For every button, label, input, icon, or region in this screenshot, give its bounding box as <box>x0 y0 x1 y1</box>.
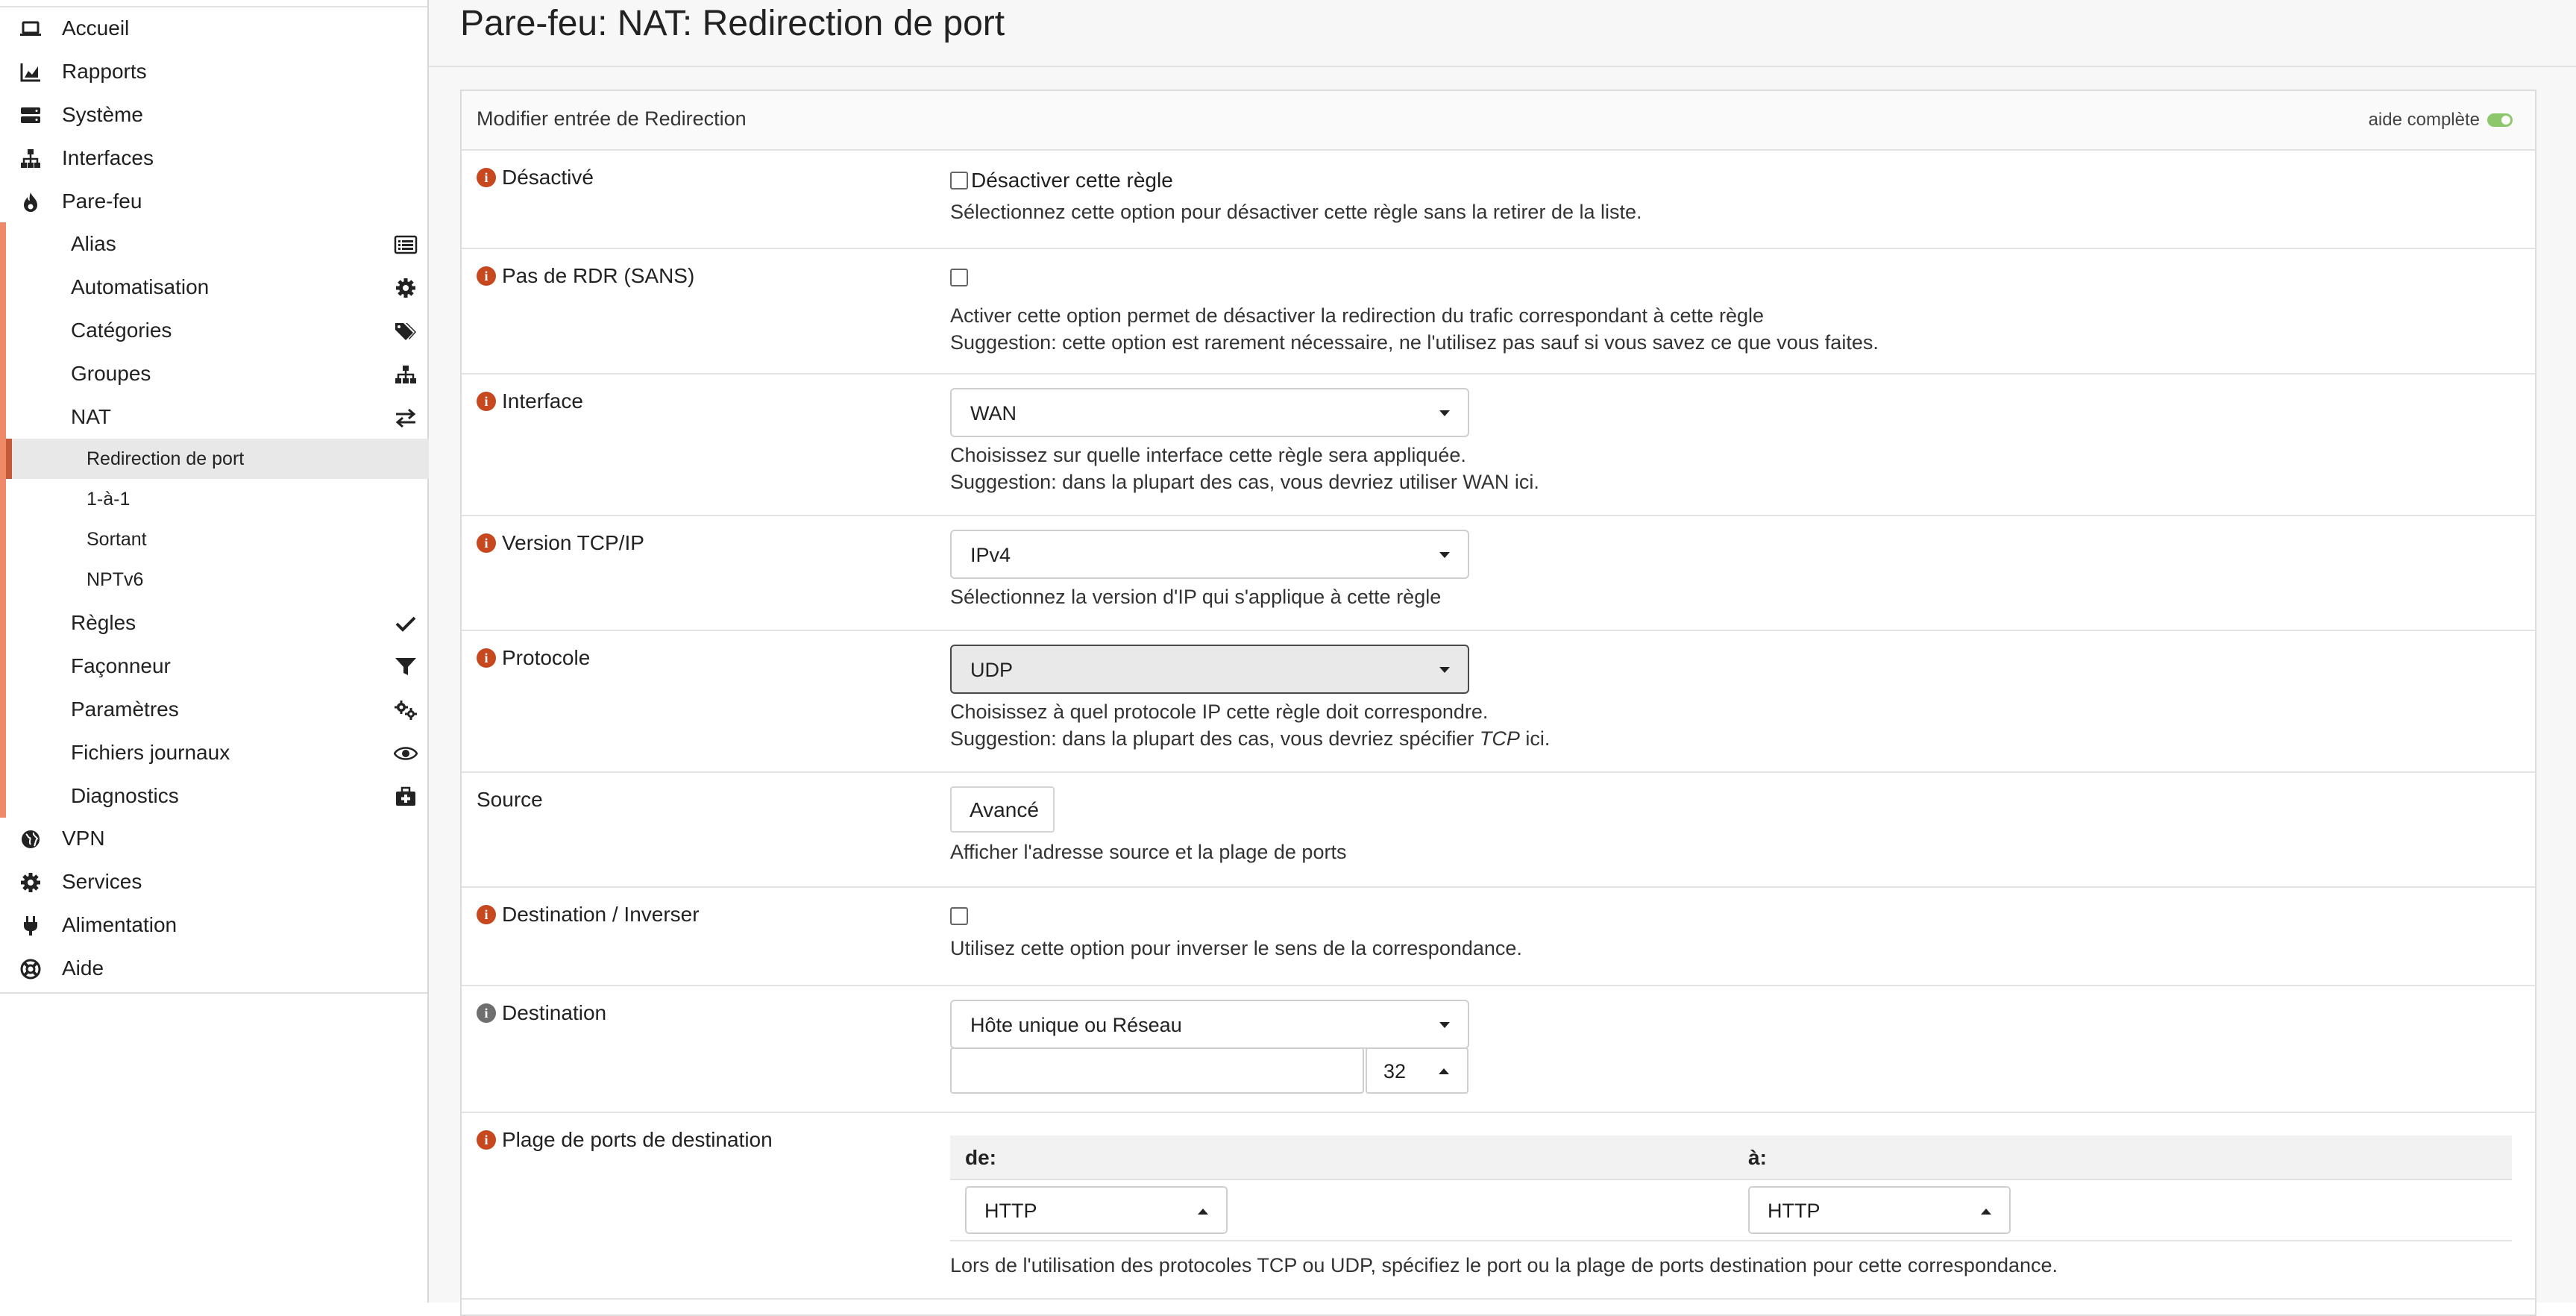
dest-invert-field <box>950 907 1522 962</box>
dest-invert-hint: Utilisez cette option pour inverser le sens de la correspondance. <box>950 937 1522 959</box>
sidebar-item-redirection-de-port[interactable] <box>12 439 433 479</box>
disable-rule-checkbox[interactable] <box>950 172 968 189</box>
destination-select[interactable] <box>950 1000 1469 1049</box>
eye-icon <box>394 743 418 764</box>
laptop-icon <box>19 18 42 40</box>
sidebar-item-label: 1-à-1 <box>87 489 131 510</box>
row-dest-port-range <box>462 1113 2535 1300</box>
exchange-icon <box>394 407 418 428</box>
full-help-label: aide complète <box>2368 110 2480 130</box>
interface-field <box>950 388 1539 495</box>
protocol-hint-2-post: ici. <box>1519 727 1551 750</box>
destination-label: Destination <box>502 1001 607 1024</box>
sidebar-divider <box>0 992 427 994</box>
row-protocol <box>462 631 2535 773</box>
sidebar-item-label: Redirection de port <box>87 448 245 469</box>
nav-item-label: Système <box>62 103 143 126</box>
firewall-submenu <box>0 222 433 818</box>
nav-item-label: Rapports <box>62 60 147 83</box>
protocol-hint-2 <box>950 725 1550 752</box>
dest-port-range-hint: Lors de l'utilisation des protocoles TCP ou UDP, spécifiez le port ou la plage de ports destination pour cette correspondance. <box>950 1254 2058 1276</box>
sidebar-item-label: Catégories <box>71 319 172 342</box>
tags-icon <box>394 321 418 342</box>
nav-item-accueil[interactable] <box>0 7 427 51</box>
edit-form-card <box>460 90 2536 1316</box>
destination-mask-value: 32 <box>1383 1060 1407 1082</box>
ipversion-field <box>950 530 1469 610</box>
sidebar-item-categories[interactable] <box>12 309 433 352</box>
protocol-hint-1: Choisissez à quel protocole IP cette règle doit correspondre. <box>950 701 1489 723</box>
sidebar <box>0 0 429 1303</box>
plug-icon <box>19 915 42 937</box>
sidebar-item-diagnostics[interactable] <box>12 774 433 818</box>
row-nordr <box>462 249 2535 375</box>
nordr-hint-2: Suggestion: cette option est rarement nécessaire, ne l'utilisez pas sauf si vous savez ce que vous faites. <box>950 331 1879 354</box>
port-to-label: à: <box>1748 1146 1767 1169</box>
sidebar-item-faconneur[interactable] <box>12 645 433 688</box>
sidebar-item-label: Diagnostics <box>71 784 179 807</box>
row-label <box>477 264 694 288</box>
sidebar-item-parametres[interactable] <box>12 688 433 731</box>
chevron-up-icon <box>1439 1068 1449 1074</box>
sidebar-item-nat[interactable] <box>12 395 433 439</box>
port-from-select[interactable] <box>965 1186 1228 1234</box>
port-to-select[interactable] <box>1748 1186 2011 1234</box>
gear-icon <box>19 871 42 894</box>
chevron-up-icon <box>1981 1209 1991 1215</box>
protocol-hint-2-pre: Suggestion: dans la plupart des cas, vous devriez spécifier <box>950 727 1480 750</box>
sidebar-item-label: Alias <box>71 232 116 255</box>
destination-mask-select[interactable] <box>1366 1047 1468 1094</box>
protocol-field <box>950 645 1550 752</box>
protocol-label: Protocole <box>502 646 591 669</box>
source-label: Source <box>477 788 543 811</box>
sidebar-item-label: Paramètres <box>71 698 179 721</box>
sidebar-item-automatisation[interactable] <box>12 266 433 309</box>
port-range-body <box>950 1180 2512 1241</box>
nordr-field <box>950 269 1879 356</box>
info-icon[interactable]: i <box>477 1130 496 1150</box>
sidebar-item-alias[interactable] <box>12 222 433 266</box>
disabled-hint: Sélectionnez cette option pour désactiver cette règle sans la retirer de la liste. <box>950 201 1642 223</box>
sidebar-item-label: NPTv6 <box>87 569 144 590</box>
sidebar-item-label: Règles <box>71 611 136 634</box>
source-hint: Afficher l'adresse source et la plage de ports <box>950 841 1347 863</box>
sidebar-item-nptv6[interactable] <box>12 560 433 600</box>
nav-item-systeme[interactable] <box>0 94 427 137</box>
row-label <box>477 903 700 927</box>
interface-select-value: WAN <box>970 402 1017 424</box>
row-interface <box>462 375 2535 516</box>
advanced-button-label: Avancé <box>970 798 1039 821</box>
source-field <box>950 786 1346 865</box>
dest-invert-checkbox[interactable] <box>950 907 968 925</box>
row-label <box>477 389 583 413</box>
nav-item-label: Services <box>62 870 142 893</box>
sidebar-item-regles[interactable] <box>12 601 433 645</box>
sidebar-item-label: Automatisation <box>71 275 210 298</box>
chevron-down-icon <box>1439 667 1450 673</box>
main-content <box>429 0 2576 1303</box>
nordr-checkbox[interactable] <box>950 269 968 286</box>
row-label <box>477 166 594 189</box>
row-disabled <box>462 151 2535 249</box>
destination-select-value: Hôte unique ou Réseau <box>970 1014 1182 1036</box>
list-icon <box>394 234 418 255</box>
gear-icon <box>394 278 418 298</box>
port-range-header <box>950 1135 2512 1180</box>
filter-icon <box>394 657 418 677</box>
title-divider <box>429 66 2576 67</box>
nav-item-label: Accueil <box>62 16 130 40</box>
ipversion-hint: Sélectionnez la version d'IP qui s'applique à cette règle <box>950 586 1442 608</box>
network-icon <box>19 148 42 170</box>
nav-item-label: Pare-feu <box>62 189 142 213</box>
nordr-hint-1: Activer cette option permet de désactiver la redirection du trafic correspondant à cette règle <box>950 304 1765 327</box>
advanced-button[interactable] <box>950 786 1055 833</box>
info-icon[interactable]: i <box>477 266 496 286</box>
destination-address-input[interactable] <box>950 1047 1364 1094</box>
full-help-toggle[interactable] <box>2369 110 2513 131</box>
sidebar-item-label: Façonneur <box>71 654 171 677</box>
port-from-label: de: <box>965 1146 996 1169</box>
row-label <box>477 788 543 812</box>
protocol-hint-2-em: TCP <box>1479 727 1520 750</box>
page-title: Pare-feu: NAT: Redirection de port <box>460 4 1005 43</box>
sidebar-top-rule <box>0 0 427 7</box>
interface-select[interactable] <box>950 388 1469 437</box>
card-header <box>462 91 2535 151</box>
chevron-down-icon <box>1439 410 1450 416</box>
ipversion-label: Version TCP/IP <box>502 531 644 554</box>
chevron-down-icon <box>1439 1022 1450 1028</box>
nav-item-label: Alimentation <box>62 913 178 936</box>
medkit-icon <box>394 786 418 807</box>
card-title: Modifier entrée de Redirection <box>477 107 747 130</box>
check-icon <box>394 613 418 634</box>
port-from-value: HTTP <box>984 1200 1037 1222</box>
chart-icon <box>19 61 42 84</box>
sidebar-item-label: Sortant <box>87 529 147 550</box>
nav-item-pare-feu[interactable] <box>0 181 427 224</box>
ipversion-select[interactable] <box>950 530 1469 579</box>
info-icon[interactable]: i <box>477 392 496 411</box>
interface-hint-2: Suggestion: dans la plupart des cas, vous devriez utiliser WAN ici. <box>950 471 1539 493</box>
row-dest-invert <box>462 888 2535 986</box>
sidebar-item-sortant[interactable] <box>12 519 433 560</box>
port-to-value: HTTP <box>1768 1200 1821 1222</box>
nav-item-rapports[interactable] <box>0 51 427 94</box>
nav-item-interfaces[interactable] <box>0 137 427 181</box>
sidebar-item-label: NAT <box>71 405 111 428</box>
row-source <box>462 773 2535 888</box>
nav-item-vpn[interactable] <box>0 818 427 861</box>
info-icon[interactable]: i <box>477 168 496 187</box>
disabled-field <box>950 169 1642 225</box>
info-icon[interactable]: i <box>477 1003 496 1023</box>
globe-icon <box>19 828 42 850</box>
disabled-label: Désactivé <box>502 166 594 189</box>
fire-icon <box>19 191 42 213</box>
info-icon[interactable]: i <box>477 533 496 553</box>
dest-port-range-label: Plage de ports de destination <box>502 1128 773 1151</box>
sidebar-item-label: Fichiers journaux <box>71 741 230 764</box>
chevron-up-icon <box>1198 1209 1208 1215</box>
nav-item-label: VPN <box>62 827 105 850</box>
nordr-label: Pas de RDR (SANS) <box>502 264 695 287</box>
row-ipversion <box>462 516 2535 631</box>
sidebar-item-1-a-1[interactable] <box>12 479 433 519</box>
toggle-switch-icon <box>2487 113 2513 127</box>
interface-hint-1: Choisissez sur quelle interface cette règle sera appliquée. <box>950 444 1466 466</box>
ipversion-select-value: IPv4 <box>970 544 1011 566</box>
protocol-select-value: UDP <box>970 659 1014 681</box>
info-icon[interactable]: i <box>477 905 496 924</box>
row-label <box>477 1128 773 1152</box>
dest-invert-label: Destination / Inverser <box>502 903 700 926</box>
row-destination <box>462 986 2535 1113</box>
sidebar-item-fichiers-journaux[interactable] <box>12 731 433 774</box>
nav-item-aide[interactable] <box>0 947 427 991</box>
info-icon[interactable]: i <box>477 648 496 668</box>
nav-item-alimentation[interactable] <box>0 904 427 947</box>
disable-rule-checkbox-label: Désactiver cette règle <box>971 169 1173 192</box>
interface-label: Interface <box>502 389 583 413</box>
nav-item-services[interactable] <box>0 861 427 904</box>
nav-item-label: Interfaces <box>62 146 154 169</box>
chevron-down-icon <box>1439 552 1450 558</box>
sidebar-item-label: Groupes <box>71 362 151 385</box>
nav-item-label: Aide <box>62 956 104 980</box>
row-label <box>477 1001 606 1025</box>
sidebar-item-groupes[interactable] <box>12 352 433 395</box>
sitemap-icon <box>394 364 418 385</box>
lifebuoy-icon <box>19 958 42 980</box>
protocol-select[interactable] <box>950 645 1469 694</box>
row-label <box>477 646 590 670</box>
server-icon <box>19 104 42 127</box>
gears-icon <box>394 700 418 721</box>
row-label <box>477 531 644 555</box>
destination-field <box>950 1000 1472 1097</box>
